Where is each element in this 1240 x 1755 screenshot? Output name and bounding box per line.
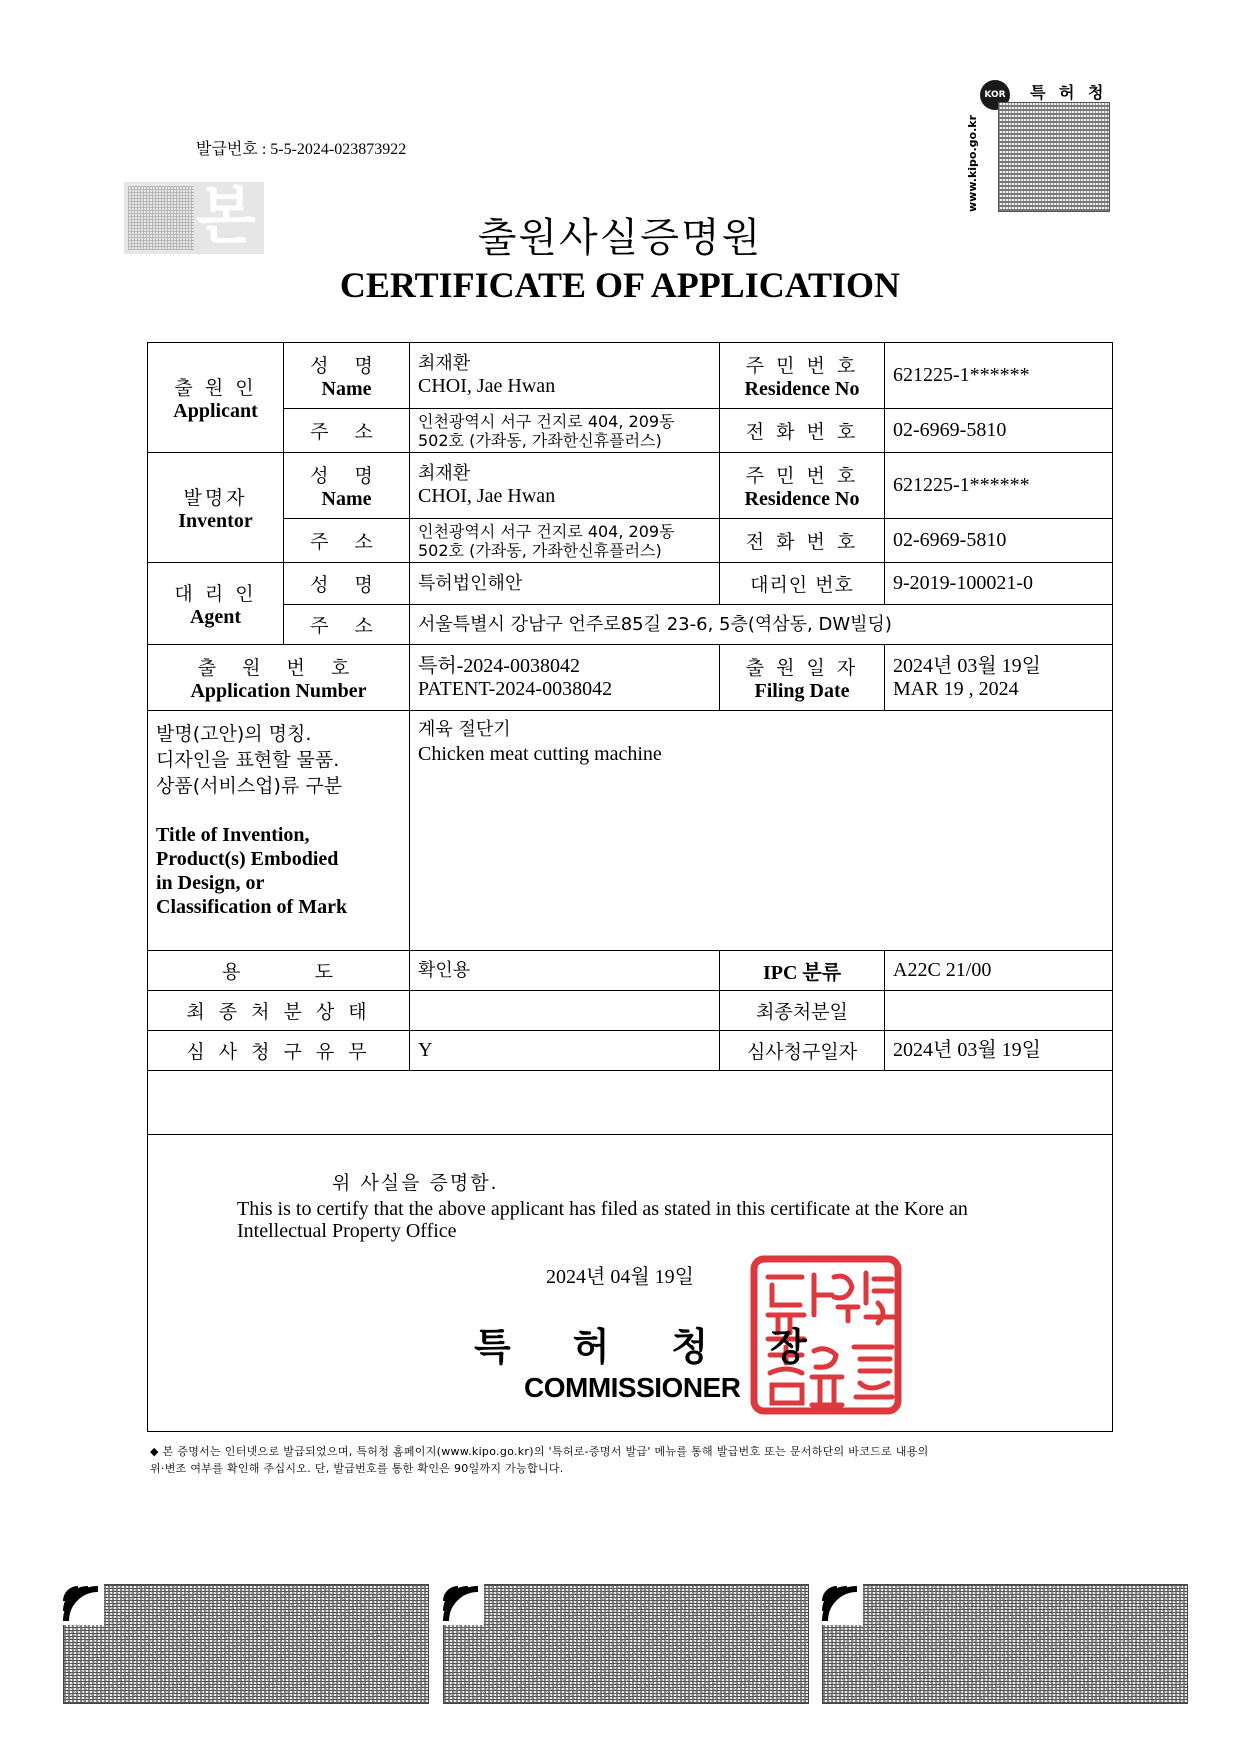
exam-request-label: 심 사 청 구 유 무 <box>186 1041 371 1063</box>
applicant-address-line-2: 502호 (가좌동, 가좌한신휴플러스) <box>418 430 662 450</box>
agent-no: 9-2019-100021-0 <box>893 572 1033 594</box>
watermark-char: 본 <box>196 179 256 252</box>
name-label-ko: 성 명 <box>310 574 383 596</box>
inventor-name-label-cell <box>284 453 410 519</box>
residence-label-ko: 주 민 번 호 <box>745 354 859 377</box>
applicant-residence-no: 621225-1****** <box>893 364 1030 386</box>
notice-line-1: ◆ 본 증명서는 인터넷으로 발급되었으며, 특허청 홈페이지(www.kipo.go.kr)의 '특허로-증명서 발급' 메뉴를 통해 발급번호 또는 문서하단의 바코드로 내용의 <box>150 1445 929 1458</box>
agent-address-cell <box>410 605 1112 645</box>
inventor-label-ko: 발명자 <box>183 486 248 509</box>
applicant-label-ko: 출 원 인 <box>174 376 257 399</box>
title-value-cell <box>410 711 1112 951</box>
inventor-address-label-cell <box>284 519 410 563</box>
notice-line-2: 위·변조 여부를 확인해 주십시오. 단, 발급번호를 통한 확인은 90일까지 가능합니다. <box>150 1462 564 1475</box>
certification-statement-en: This is to certify that the above applicant has filed as stated in this certificate at the Kore an Intellectual Property Office <box>237 1198 968 1242</box>
inventor-phone: 02-6969-5810 <box>893 529 1007 551</box>
kipo-url: www.kipo.go.kr <box>966 114 979 212</box>
commissioner-title-en: COMMISSIONER <box>524 1372 741 1403</box>
purpose-label: 용 도 <box>221 961 336 983</box>
ipc-label: IPC 분류 <box>762 962 842 984</box>
final-date-cell <box>885 991 1112 1031</box>
agent-address-label-cell <box>284 605 410 645</box>
residence-label-en: Residence No <box>744 377 860 400</box>
applicant-name-en: CHOI, Jae Hwan <box>418 375 556 397</box>
kipo-emblem-icon: KOR <box>980 80 1010 110</box>
filing-date-cell <box>885 645 1112 711</box>
address-label: 주 소 <box>310 615 383 637</box>
purpose-cell <box>410 951 720 991</box>
residence-label-en: Residence No <box>744 487 860 510</box>
agent-address: 서울특별시 강남구 언주로85길 23-6, 5층(역삼동, DW빌딩) <box>418 613 892 635</box>
address-label: 주 소 <box>310 531 383 553</box>
inventor-label-en: Inventor <box>178 509 253 532</box>
agent-label-en: Agent <box>189 605 242 628</box>
purpose-value: 확인용 <box>418 959 471 981</box>
document-title-korean: 출원사실증명원 <box>477 215 763 261</box>
agent-no-label-cell <box>720 563 885 605</box>
inventor-residence-no: 621225-1****** <box>893 474 1030 496</box>
inventor-address-line-1: 인천광역시 서구 건지로 404, 209동 <box>418 521 675 541</box>
exam-request-label-cell <box>148 1031 410 1071</box>
app-number-cell <box>410 645 720 711</box>
title-label-en-4: Classification of Mark <box>156 896 348 918</box>
barcode-corner-icon <box>442 1583 484 1625</box>
inventor-name-cell <box>410 453 720 519</box>
certification-statement-ko: 위 사실을 증명함. <box>332 1172 499 1194</box>
final-date-label-cell <box>720 991 885 1031</box>
agent-label-ko: 대 리 인 <box>174 582 257 605</box>
title-label-ko-3: 상품(서비스업)류 구분 <box>156 775 343 797</box>
inventor-header-cell <box>148 453 284 563</box>
filing-date-label-ko: 출 원 일 자 <box>745 656 859 679</box>
applicant-phone: 02-6969-5810 <box>893 419 1007 441</box>
exam-request-date-cell <box>885 1031 1112 1071</box>
name-label-en: Name <box>321 377 372 400</box>
app-number-label-ko: 출 원 번 호 <box>197 656 360 679</box>
applicant-name-ko: 최재환 <box>418 353 471 374</box>
agent-header-cell <box>148 563 284 645</box>
title-label-en-1: Title of Invention, <box>156 824 310 846</box>
blank-row <box>148 1071 1112 1135</box>
filing-date-label-en: Filing Date <box>754 679 850 702</box>
final-status-label: 최 종 처 분 상 태 <box>186 1001 371 1023</box>
title-label-cell <box>148 711 410 951</box>
agent-name-cell <box>410 563 720 605</box>
applicant-address-label-cell <box>284 409 410 453</box>
exam-request-date-label: 심사청구일자 <box>746 1041 858 1063</box>
verification-barcode-3 <box>822 1584 1188 1704</box>
applicant-name-cell <box>410 343 720 409</box>
inventor-residence-cell <box>885 453 1112 519</box>
applicant-phone-label-cell <box>720 409 885 453</box>
final-status-cell <box>410 991 720 1031</box>
inventor-name-en: CHOI, Jae Hwan <box>418 485 556 507</box>
ipc-cell <box>885 951 1112 991</box>
commissioner-title-ko: 특허청장 <box>474 1325 869 1369</box>
agent-name-label-cell <box>284 563 410 605</box>
document-title-english: CERTIFICATE OF APPLICATION <box>339 265 901 305</box>
applicant-phone-cell <box>885 409 1112 453</box>
title-label-ko-1: 발명(고안)의 명칭. <box>156 723 312 745</box>
applicant-name-label-cell <box>284 343 410 409</box>
inventor-residence-label-cell <box>720 453 885 519</box>
ipc-value: A22C 21/00 <box>893 959 992 981</box>
phone-label: 전 화 번 호 <box>745 531 859 553</box>
exam-request-value: Y <box>418 1039 433 1061</box>
kipo-name: 특 허 청 <box>1030 83 1108 102</box>
exam-request-date-value: 2024년 03월 19일 <box>893 1039 1041 1061</box>
app-number-en: PATENT-2024-0038042 <box>418 677 613 700</box>
agent-no-cell <box>885 563 1112 605</box>
name-label-en: Name <box>321 487 372 510</box>
inventor-phone-label-cell <box>720 519 885 563</box>
app-number-label-en: Application Number <box>190 679 367 702</box>
inventor-address-cell <box>410 519 720 563</box>
applicant-address-cell <box>410 409 720 453</box>
applicant-header-cell <box>148 343 284 453</box>
app-number-label-cell <box>148 645 410 711</box>
notice-text <box>150 1443 1110 1477</box>
filing-date-en: MAR 19 , 2024 <box>893 677 1019 700</box>
phone-label: 전 화 번 호 <box>745 421 859 443</box>
exam-request-date-label-cell <box>720 1031 885 1071</box>
inventor-address-line-2: 502호 (가좌동, 가좌한신휴플러스) <box>418 540 662 560</box>
applicant-residence-cell <box>885 343 1112 409</box>
address-label: 주 소 <box>310 421 383 443</box>
title-label-en-3: in Design, or <box>156 872 265 894</box>
certification-date: 2024년 04월 19일 <box>546 1266 694 1288</box>
barcode-corner-icon <box>62 1583 104 1625</box>
invention-title-ko: 계육 절단기 <box>418 719 511 740</box>
verification-barcode-2 <box>443 1584 809 1704</box>
filing-date-label-cell <box>720 645 885 711</box>
inventor-phone-cell <box>885 519 1112 563</box>
title-label-en-2: Product(s) Embodied <box>156 848 339 870</box>
verification-qr-code <box>998 102 1110 212</box>
name-label-ko: 성 명 <box>310 464 383 487</box>
final-status-label-cell <box>148 991 410 1031</box>
name-label-ko: 성 명 <box>310 354 383 377</box>
title-label-ko-2: 디자인을 표현할 물품. <box>156 749 340 771</box>
applicant-residence-label-cell <box>720 343 885 409</box>
filing-date-ko: 2024년 03월 19일 <box>893 654 1041 677</box>
verification-barcode-1 <box>63 1584 429 1704</box>
residence-label-ko: 주 민 번 호 <box>745 464 859 487</box>
ipc-label-cell <box>720 951 885 991</box>
agent-no-label: 대리인 번호 <box>750 574 854 596</box>
app-number-ko: 특허-2024-0038042 <box>418 654 580 677</box>
issue-number: 발급번호 : 5-5-2024-023873922 <box>196 141 407 158</box>
invention-title-en: Chicken meat cutting machine <box>418 743 662 765</box>
final-date-label: 최종처분일 <box>756 1001 848 1023</box>
agent-name: 특허법인해안 <box>418 572 523 594</box>
inventor-name-ko: 최재환 <box>418 463 471 484</box>
applicant-label-en: Applicant <box>173 399 258 422</box>
exam-request-cell <box>410 1031 720 1071</box>
applicant-address-line-1: 인천광역시 서구 건지로 404, 209동 <box>418 411 675 431</box>
barcode-corner-icon <box>821 1583 863 1625</box>
purpose-label-cell <box>148 951 410 991</box>
